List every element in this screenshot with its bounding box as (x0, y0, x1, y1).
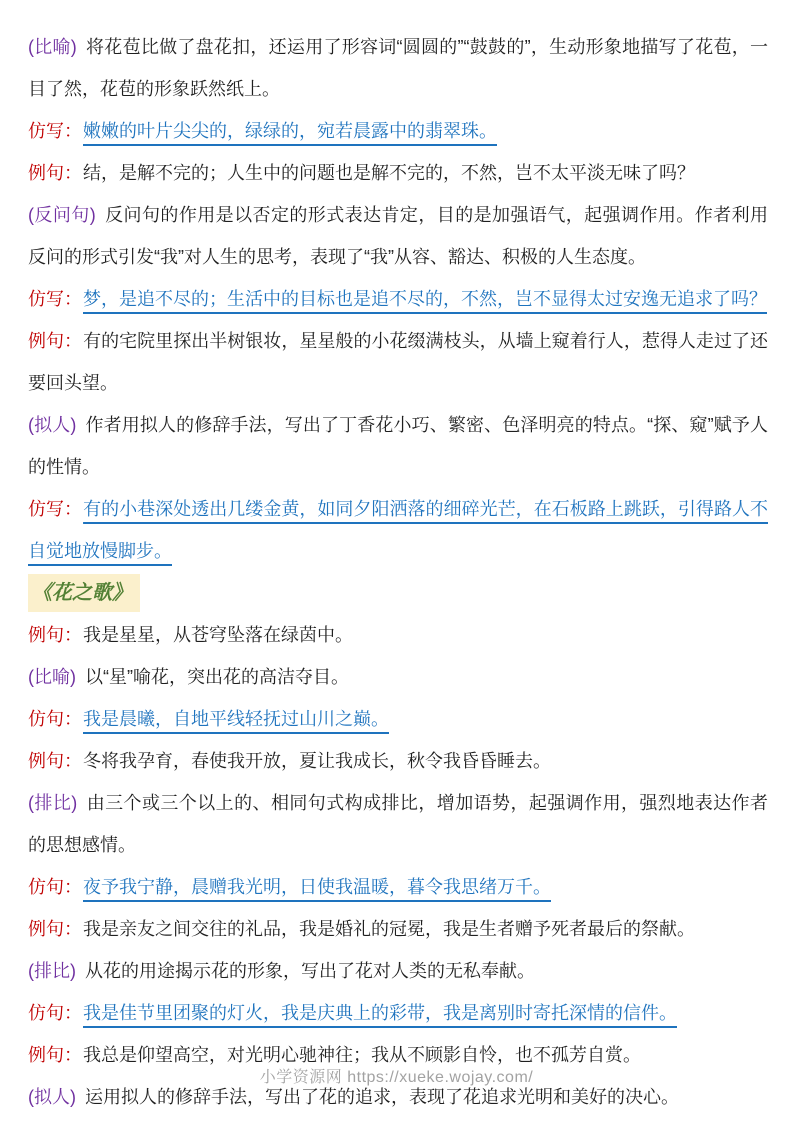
document-paragraph (28, 992, 768, 1034)
paragraph-text: 将花苞比做了盘花扣，还运用了形容词“圆圆的”“鼓鼓的”，生动形象地描写了花苞，一目了然，花苞的形象跃然纸上。 (28, 37, 768, 99)
paragraph-label: 仿写： (28, 121, 82, 141)
paragraph-text: 冬将我孕育，春使我开放，夏让我成长，秋令我昏昏睡去。 (83, 751, 551, 771)
paragraph-text: 有的小巷深处透出几缕金黄，如同夕阳洒落的细碎光芒，在石板路上跳跃，引得路人不自觉地放慢脚步。 (28, 499, 768, 561)
document-paragraph (28, 110, 768, 152)
paragraph-label: 仿句： (28, 1003, 82, 1023)
paragraph-label: 例句： (28, 751, 82, 771)
document-paragraph (28, 152, 768, 194)
document-paragraph (28, 488, 768, 572)
paragraph-text: 梦，是追不尽的；生活中的目标也是追不尽的，不然，岂不显得太过安逸无追求了吗？ (83, 289, 767, 309)
paragraph-label: 仿写： (28, 289, 82, 309)
paragraph-label: (反问句) (28, 205, 96, 225)
paragraph-label: (拟人) (28, 415, 77, 435)
document-paragraph (28, 404, 768, 488)
paragraph-label: (比喻) (28, 37, 77, 57)
document-paragraph (28, 614, 768, 656)
document-paragraph (28, 320, 768, 404)
paragraph-label: 例句： (28, 331, 83, 351)
paragraph-label: 例句： (28, 625, 82, 645)
document-paragraph (28, 866, 768, 908)
paragraph-label: (比喻) (28, 667, 76, 687)
paragraph-label: 例句： (28, 919, 82, 939)
paragraph-label: 例句： (28, 163, 82, 183)
paragraph-text: 运用拟人的修辞手法，写出了花的追求，表现了花追求光明和美好的决心。 (85, 1087, 679, 1107)
document-paragraph (28, 740, 768, 782)
paragraph-text: 嫩嫩的叶片尖尖的，绿绿的，宛若晨露中的翡翠珠。 (83, 121, 497, 141)
document-paragraph (28, 656, 768, 698)
paragraph-text: 作者用拟人的修辞手法，写出了丁香花小巧、繁密、色泽明亮的特点。“探、窥”赋予人的性情。 (28, 415, 769, 477)
paragraph-text: 反问句的作用是以否定的形式表达肯定，目的是加强语气，起强调作用。作者利用反问的形式引发“我”对人生的思考，表现了“我”从容、豁达、积极的人生态度。 (28, 205, 768, 267)
paragraph-text: 有的宅院里探出半树银妆，星星般的小花缀满枝头，从墙上窥着行人，惹得人走过了还要回头望。 (28, 331, 768, 393)
paragraph-label: 仿句： (28, 709, 82, 729)
document-paragraph (28, 26, 768, 110)
paragraph-label: (拟人) (28, 1087, 76, 1107)
paragraph-text: 我是亲友之间交往的礼品，我是婚礼的冠冕，我是生者赠予死者最后的祭献。 (83, 919, 695, 939)
document-paragraph (28, 782, 768, 866)
paragraph-text: 我总是仰望高空，对光明心驰神往；我从不顾影自怜，也不孤芳自赏。 (83, 1045, 641, 1065)
document-paragraph (28, 194, 768, 278)
document-paragraph (28, 278, 768, 320)
document-paragraph (28, 698, 768, 740)
document-paragraph (28, 1076, 768, 1118)
paragraph-label: (排比) (28, 793, 78, 813)
paragraph-text: 我是星星，从苍穹坠落在绿茵中。 (83, 625, 353, 645)
paragraph-text: 以“星”喻花，突出花的高洁夺目。 (85, 667, 349, 687)
watermark: 小学资源网 https://xueke.wojay.com/ (259, 1069, 534, 1086)
paragraph-text: 夜予我宁静，晨赠我光明，日使我温暖，暮令我思绪万千。 (83, 877, 551, 897)
paragraph-label: 仿写： (28, 499, 83, 519)
section-heading: 《花之歌》 (28, 574, 140, 612)
paragraph-text: 结，是解不完的；人生中的问题也是解不完的，不然，岂不太平淡无味了吗？ (83, 163, 695, 183)
paragraph-label: 例句： (28, 1045, 82, 1065)
paragraph-label: 仿句： (28, 877, 82, 897)
paragraph-text: 我是佳节里团聚的灯火，我是庆典上的彩带，我是离别时寄托深情的信件。 (83, 1003, 677, 1023)
paragraph-text: 由三个或三个以上的、相同句式构成排比，增加语势，起强调作用，强烈地表达作者的思想感情。 (28, 793, 768, 855)
paragraph-text: 我是晨曦，自地平线轻抚过山川之巅。 (83, 709, 389, 729)
document-paragraph (28, 950, 768, 992)
document-paragraph (28, 908, 768, 950)
paragraph-text: 从花的用途揭示花的形象，写出了花对人类的无私奉献。 (85, 961, 535, 981)
paragraph-label: (排比) (28, 961, 76, 981)
section-heading-row (28, 572, 768, 614)
document-paragraph (28, 1034, 768, 1076)
